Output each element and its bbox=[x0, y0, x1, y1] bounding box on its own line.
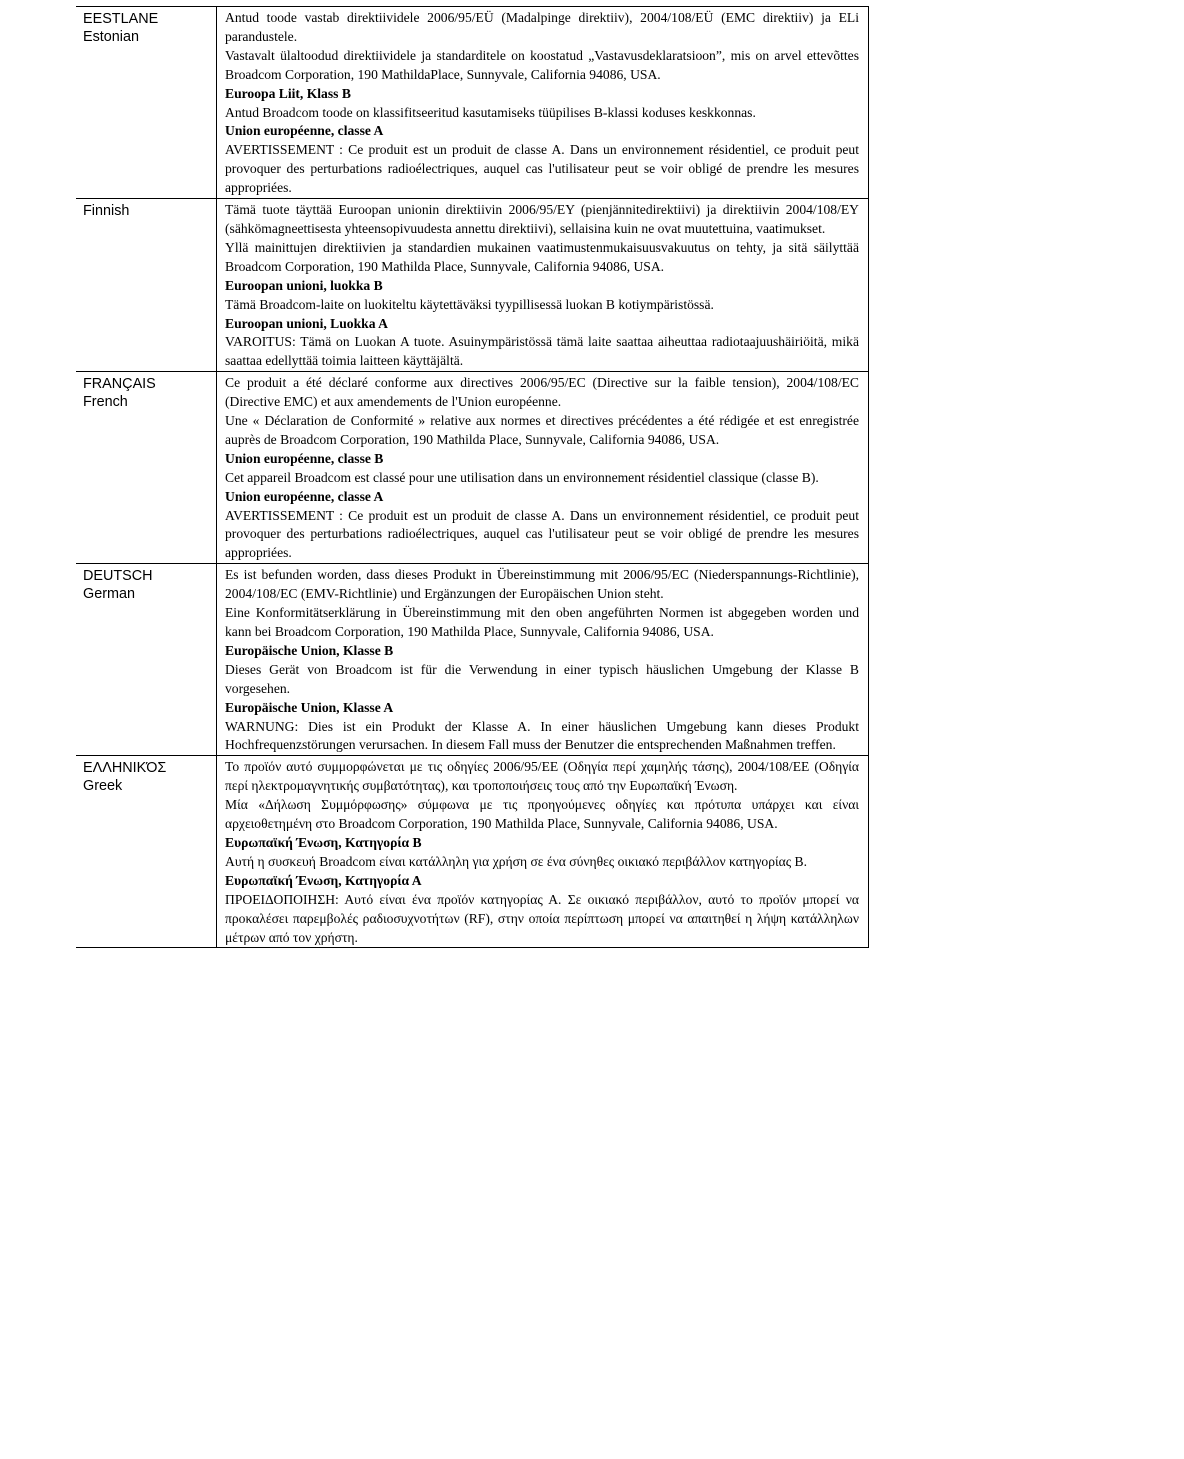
language-row bbox=[76, 756, 869, 948]
language-native-name: Finnish bbox=[83, 203, 130, 220]
statement-paragraph: Μία «Δήλωση Συμμόρφωσης» σύμφωνα με τις προηγούμενες οδηγίες και πρότυπα υπάρχει και είναι αρχειοθετημένη στο Broadcom Corporation, 190 Mathilda Place, Sunnyvale, California 94086, USA. bbox=[225, 797, 859, 832]
language-row bbox=[76, 372, 869, 564]
language-english-name: German bbox=[83, 586, 135, 603]
statement-paragraph: AVERTISSEMENT : Ce produit est un produit de classe A. Dans un environnement résidentiel, ce produit peut provoquer des perturbations radioélectriques, auquel cas l'utilisateur peut se voir obligé de prendre les mesures appropriées. bbox=[225, 507, 859, 561]
statement-cell bbox=[217, 564, 869, 756]
language-row bbox=[76, 199, 869, 372]
language-cell bbox=[76, 564, 217, 756]
section-heading: Ευρωπαϊκή Ένωση, Κατηγορία Α bbox=[225, 872, 422, 888]
language-english-name: Greek bbox=[83, 778, 123, 795]
language-english-name: French bbox=[83, 394, 128, 411]
statement-paragraph: ΠΡΟΕΙΔΟΠΟΙΗΣΗ: Αυτό είναι ένα προϊόν κατηγορίας Α. Σε οικιακό περιβάλλον, αυτό το προϊόν μπορεί να προκαλέσει παρεμβολές ραδιοσυχνοτήτων (RF), στην οποία περίπτωση μπορεί να απαιτηθεί η λήψη κατάλληλων μέτρων από τον χρήστη. bbox=[225, 891, 859, 945]
statement-paragraph: Dieses Gerät von Broadcom ist für die Verwendung in einer typisch häuslichen Umgebung der Klasse B vorgesehen. bbox=[225, 661, 859, 696]
statement-paragraph: Eine Konformitätserklärung in Übereinstimmung mit den oben angeführten Normen ist abgegeben worden und kann bei Broadcom Corporation, 190 Mathilda Place, Sunnyvale, California 94086, USA. bbox=[225, 605, 859, 639]
statement-paragraph: Es ist befunden worden, dass dieses Produkt in Übereinstimmung mit 2006/95/EC (Niederspannungs-Richtlinie), 2004/108/EC (EMV-Richtlinie) und Ergänzungen der Europäischen Union steht. bbox=[225, 567, 859, 602]
statement-paragraph: Antud toode vastab direktiividele 2006/95/EÜ (Madalpinge direktiiv), 2004/108/EÜ (EMC direktiiv) ja ELi parandustele. bbox=[225, 10, 859, 44]
section-heading: Euroopan unioni, luokka B bbox=[225, 277, 383, 293]
language-native-name: ΕΛΛΗΝΙΚΌΣ bbox=[83, 760, 167, 777]
language-native-name: FRANÇAIS bbox=[83, 376, 156, 393]
language-cell bbox=[76, 7, 217, 199]
statement-paragraph: WARNUNG: Dies ist ein Produkt der Klasse A. In einer häuslichen Umgebung kann dieses Produkt Hochfrequenzstörungen verursachen. In diesem Fall muss der Benutzer die entsprechenden Maßnahmen treffen. bbox=[225, 718, 859, 753]
compliance-table bbox=[76, 6, 869, 948]
section-heading: Euroopa Liit, Klass B bbox=[225, 85, 351, 101]
language-native-name: DEUTSCH bbox=[83, 568, 153, 585]
statement-paragraph: Το προϊόν αυτό συμμορφώνεται με τις οδηγίες 2006/95/ΕΕ (Οδηγία περί χαμηλής τάσης), 2004/108/ΕΕ (Οδηγία περί ηλεκτρομαγνητικής συμβατότητας), και τροποποιήσεις τους από την Ευρωπαϊκή Ένωση. bbox=[225, 759, 859, 794]
statement-cell bbox=[217, 756, 869, 948]
statement-paragraph: Antud Broadcom toode on klassifitseeritud kasutamiseks tüüpilises B-klassi koduses keskkonnas. bbox=[225, 104, 756, 120]
section-heading: Ευρωπαϊκή Ένωση, Κατηγορία Β bbox=[225, 834, 422, 850]
statement-paragraph: Αυτή η συσκευή Broadcom είναι κατάλληλη για χρήση σε ένα σύνηθες οικιακό περιβάλλον κατηγορίας Β. bbox=[225, 853, 808, 869]
statement-paragraph: AVERTISSEMENT : Ce produit est un produit de classe A. Dans un environnement résidentiel, ce produit peut provoquer des perturbations radioélectriques, auquel cas l'utilisateur peut se voir obligé de prendre les mesures appropriées. bbox=[225, 142, 859, 196]
section-heading: Union européenne, classe B bbox=[225, 450, 384, 466]
language-english-name: Estonian bbox=[83, 29, 140, 45]
language-cell bbox=[76, 199, 217, 372]
statement-paragraph: Tämä tuote täyttää Euroopan unionin direktiivin 2006/95/EY (pienjännitedirektiivi) ja direktiivin 2004/108/EY (sähkömagneettisesta yhteensopivuudesta annettu direktiivi), sellaisina kuin ne ovat muutettuina, vaatimukset. bbox=[225, 202, 859, 236]
statement-cell bbox=[217, 7, 869, 199]
section-heading: Europäische Union, Klasse B bbox=[225, 642, 394, 658]
statement-paragraph: Vastavalt ülaltoodud direktiividele ja standarditele on koostatud „Vastavusdeklaratsioon”, mis on arvel ettevõttes Broadcom Corporation, 190 MathildaPlace, Sunnyvale, California 94086, USA. bbox=[225, 47, 859, 82]
statement-paragraph: Yllä mainittujen direktiivien ja standardien mukainen vaatimustenmukaisuusvakuutus on tehty, ja sitä säilyttää Broadcom Corporation, 190 Mathilda Place, Sunnyvale, California 94086, USA. bbox=[225, 239, 859, 274]
language-native-name: EESTLANE bbox=[83, 11, 159, 27]
section-heading: Euroopan unioni, Luokka A bbox=[225, 315, 388, 331]
language-row bbox=[76, 564, 869, 756]
statement-cell bbox=[217, 372, 869, 564]
language-cell bbox=[76, 372, 217, 564]
statement-paragraph: Une « Déclaration de Conformité » relative aux normes et directives précédentes a été rédigée et est enregistrée auprès de Broadcom Corporation, 190 Mathilda Place, Sunnyvale, California 94086, USA. bbox=[225, 413, 859, 447]
statement-cell bbox=[217, 199, 869, 372]
statement-paragraph: Cet appareil Broadcom est classé pour une utilisation dans un environnement résidentiel classique (classe B). bbox=[225, 469, 819, 485]
compliance-table-body bbox=[76, 7, 869, 948]
section-heading: Union européenne, classe A bbox=[225, 488, 384, 504]
statement-paragraph: VAROITUS: Tämä on Luokan A tuote. Asuinympäristössä tämä laite saattaa aiheuttaa radiotaajuushäiriöitä, mikä saattaa edellyttää toimia laitteen käyttäjältä. bbox=[225, 334, 859, 369]
language-cell bbox=[76, 756, 217, 948]
section-heading: Union européenne, classe A bbox=[225, 123, 384, 139]
section-heading: Europäische Union, Klasse A bbox=[225, 699, 394, 715]
statement-paragraph: Ce produit a été déclaré conforme aux directives 2006/95/EC (Directive sur la faible tension), 2004/108/EC (Directive EMC) et aux amendements de l'Union européenne. bbox=[225, 375, 859, 410]
statement-paragraph: Tämä Broadcom-laite on luokiteltu käytettäväksi tyypillisessä luokan B kotiympäristössä. bbox=[225, 296, 714, 312]
language-row bbox=[76, 7, 869, 199]
